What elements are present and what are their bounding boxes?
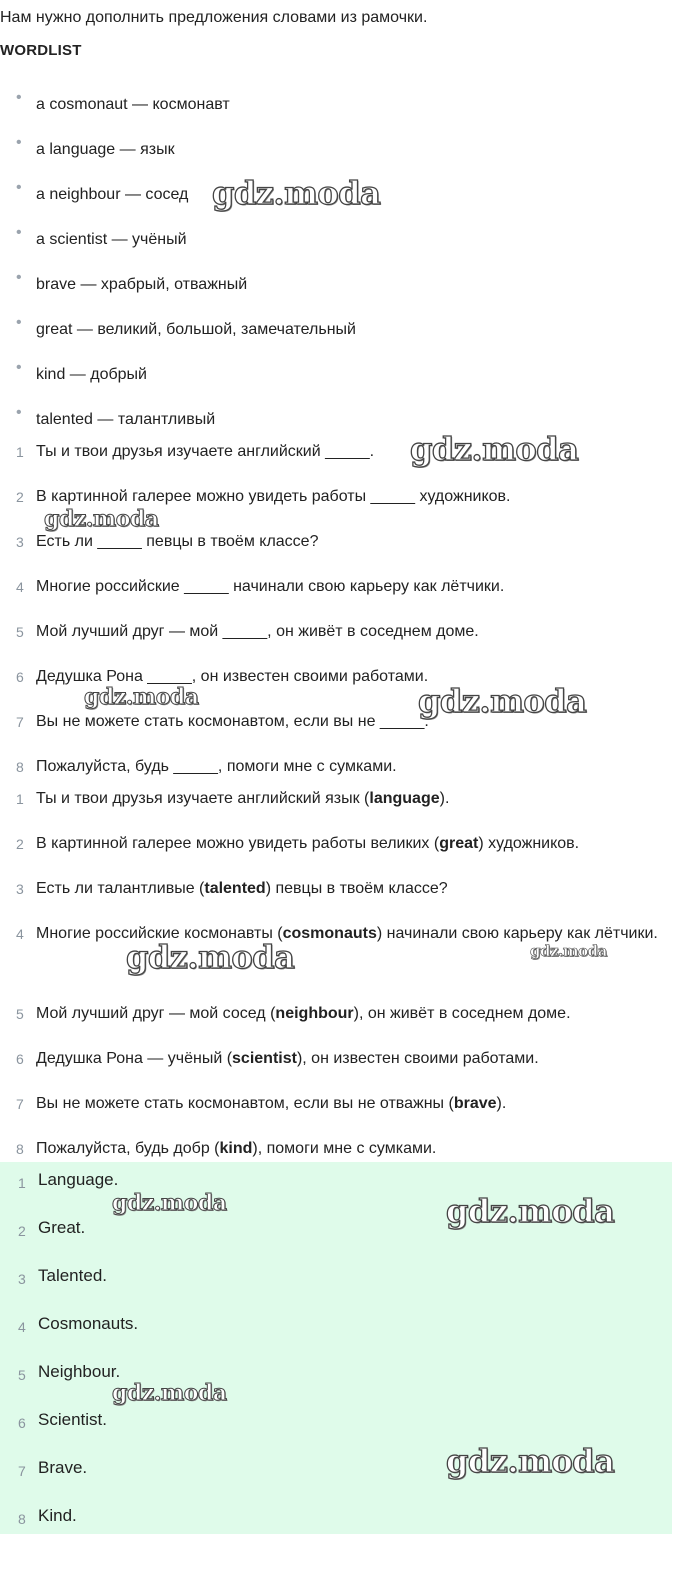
short-answer-item [0, 1264, 680, 1312]
answer-before: Ты и твои друзья изучаете английский язык ( [36, 790, 370, 807]
task-number: 1 [16, 444, 24, 460]
answer-after: ) художников. [478, 835, 580, 852]
wordlist-item [0, 221, 680, 266]
task-text: Многие российские _____ начинали свою карьеру как лётчики. [36, 578, 505, 595]
wordlist-item-text: kind — добрый [36, 366, 147, 383]
intro-text: Нам нужно дополнить предложения словами из рамочки. [0, 9, 428, 26]
answer-before: Есть ли талантливые ( [36, 880, 205, 897]
answer-item [0, 1047, 680, 1092]
answer-item [0, 922, 680, 1002]
short-answer-number: 8 [18, 1511, 26, 1527]
watermark: gdz.moda [44, 506, 159, 532]
answer-before: Мой лучший друг — мой сосед ( [36, 1005, 276, 1022]
answer-text [36, 787, 674, 811]
answer-after: ) певцы в твоём классе? [265, 880, 448, 897]
task-text: В картинной галерее можно увидеть работы _____ художников. [36, 488, 511, 505]
task-item [0, 620, 680, 665]
short-answer-text: Language. [38, 1170, 119, 1189]
wordlist-item [0, 131, 680, 176]
answer-after: ), он известен своими работами. [296, 1050, 539, 1067]
answer-text [36, 1047, 674, 1071]
bullet-icon: • [16, 269, 22, 286]
answer-after: ). [439, 790, 450, 807]
answer-word: brave [453, 1095, 497, 1112]
short-answer-text: Kind. [38, 1506, 77, 1525]
bullet-icon: • [16, 404, 22, 421]
bullet-icon: • [16, 89, 22, 106]
bullet-icon: • [16, 179, 22, 196]
short-answer-text: Scientist. [38, 1410, 107, 1429]
task-number: 5 [16, 624, 24, 640]
answer-number: 2 [16, 836, 24, 852]
answer-item [0, 1092, 680, 1137]
answer-number: 8 [16, 1141, 24, 1157]
watermark: gdz.moda [212, 174, 381, 212]
short-answer-item [0, 1360, 680, 1408]
answer-text [36, 1092, 674, 1116]
answer-number: 6 [16, 1051, 24, 1067]
answer-after: ) начинали свою карьеру как лётчики. [376, 925, 658, 942]
wordlist-item-text: a scientist — учёный [36, 231, 187, 248]
bullet-icon: • [16, 224, 22, 241]
watermark: gdz.moda [446, 1442, 615, 1480]
short-answer-number: 7 [18, 1463, 26, 1479]
bullet-icon: • [16, 359, 22, 376]
task-text: Ты и твои друзья изучаете английский _____. [36, 443, 375, 460]
short-answer-number: 3 [18, 1271, 26, 1287]
watermark: gdz.moda [418, 682, 587, 720]
answer-number: 3 [16, 881, 24, 897]
answer-word: cosmonauts [282, 925, 377, 942]
answer-item [0, 787, 680, 832]
task-number: 4 [16, 579, 24, 595]
answer-after: ), помоги мне с сумками. [252, 1140, 437, 1157]
wordlist-item [0, 86, 680, 131]
answer-word: great [439, 835, 479, 852]
wordlist [0, 86, 680, 446]
answer-before: Многие российские космонавты ( [36, 925, 283, 942]
task-item [0, 575, 680, 620]
short-answer-text: Talented. [38, 1266, 107, 1285]
answer-text [36, 832, 674, 856]
answer-text [36, 1002, 674, 1026]
short-answer-text: Brave. [38, 1458, 88, 1477]
answer-item [0, 1002, 680, 1047]
task-item [0, 530, 680, 575]
answer-word: language [369, 790, 440, 807]
wordlist-item-text: talented — талантливый [36, 411, 216, 428]
watermark: gdz.moda [410, 430, 579, 468]
answer-before: В картинной галерее можно увидеть работы великих ( [36, 835, 440, 852]
watermark: gdz.moda [84, 684, 199, 710]
watermark: gdz.moda [126, 938, 295, 976]
watermark: gdz.moda [112, 1380, 227, 1406]
short-answer-number: 2 [18, 1223, 26, 1239]
answer-before: Пожалуйста, будь добр ( [36, 1140, 220, 1157]
task-number: 6 [16, 669, 24, 685]
wordlist-item [0, 311, 680, 356]
answer-list [0, 787, 680, 1182]
task-list [0, 440, 680, 800]
short-answer-text: Cosmonauts. [38, 1314, 139, 1333]
answer-number: 1 [16, 791, 24, 807]
watermark: gdz.moda [112, 1190, 227, 1216]
wordlist-item-text: great — великий, большой, замечательный [36, 321, 356, 338]
answer-text [36, 877, 674, 901]
answer-number: 7 [16, 1096, 24, 1112]
answer-word: talented [204, 880, 266, 897]
short-answer-number: 1 [18, 1175, 26, 1191]
task-number: 3 [16, 534, 24, 550]
watermark: gdz.moda [446, 1192, 615, 1230]
answer-after: ). [496, 1095, 507, 1112]
short-answer-text: Great. [38, 1218, 86, 1237]
watermark: gdz.moda [530, 942, 607, 960]
task-text: Вы не можете стать космонавтом, если вы не _____. [36, 713, 429, 730]
task-text: Есть ли _____ певцы в твоём классе? [36, 533, 319, 550]
short-answer-text: Neighbour. [38, 1362, 121, 1381]
task-number: 2 [16, 489, 24, 505]
answer-before: Дедушка Рона — учёный ( [36, 1050, 233, 1067]
short-answer-number: 5 [18, 1367, 26, 1383]
task-text: Мой лучший друг — мой _____, он живёт в соседнем доме. [36, 623, 479, 640]
answer-word: scientist [232, 1050, 297, 1067]
short-answer-number: 4 [18, 1319, 26, 1335]
task-number: 8 [16, 759, 24, 775]
wordlist-heading: WORDLIST [0, 42, 82, 59]
wordlist-item-text: brave — храбрый, отважный [36, 276, 248, 293]
answer-word: neighbour [275, 1005, 354, 1022]
answer-number: 5 [16, 1006, 24, 1022]
wordlist-item [0, 356, 680, 401]
wordlist-item-text: a language — язык [36, 141, 175, 158]
answer-before: Вы не можете стать космонавтом, если вы не отважны ( [36, 1095, 454, 1112]
task-number: 7 [16, 714, 24, 730]
short-answer-item [0, 1312, 680, 1360]
short-answer-number: 6 [18, 1415, 26, 1431]
answer-text [36, 1137, 674, 1161]
short-answer-item [0, 1504, 680, 1552]
wordlist-item-text: a neighbour — сосед [36, 186, 189, 203]
answer-number: 4 [16, 926, 24, 942]
wordlist-item [0, 266, 680, 311]
task-text: Дедушка Рона _____, он известен своими работами. [36, 668, 429, 685]
bullet-icon: • [16, 314, 22, 331]
answer-after: ), он живёт в соседнем доме. [353, 1005, 571, 1022]
answer-word: kind [219, 1140, 253, 1157]
answer-item [0, 832, 680, 877]
bullet-icon: • [16, 134, 22, 151]
wordlist-item-text: a cosmonaut — космонавт [36, 96, 230, 113]
task-text: Пожалуйста, будь _____, помоги мне с сумками. [36, 758, 397, 775]
